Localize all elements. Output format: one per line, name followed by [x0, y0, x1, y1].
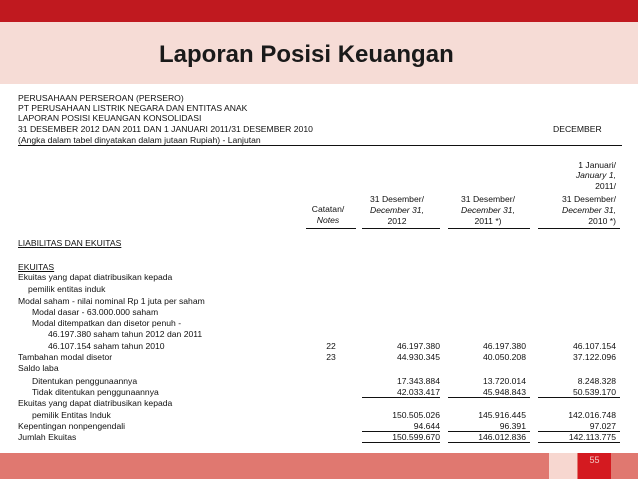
subtotal-rule: [448, 397, 530, 398]
row-value-2010: 50.539.170: [572, 387, 616, 397]
row-value-2012: 42.033.417: [396, 387, 440, 397]
row-label: Saldo laba: [18, 363, 59, 373]
col3-header-line2: January 1,: [575, 170, 616, 180]
col2-header-line2: December 31,: [461, 205, 515, 215]
col1-header-line2: December 31,: [370, 205, 424, 215]
col1-header-line3: 2012: [387, 216, 407, 226]
row-value-2011: 45.948.843: [482, 387, 526, 397]
header-rule: [18, 145, 622, 146]
col3-header-line6: 2010 *): [588, 216, 616, 226]
report-period: 31 DESEMBER 2012 DAN 2011 DAN 1 JANUARI 2011/31 DESEMBER 2010: [18, 124, 313, 134]
row-value-2010: 142.016.748: [568, 410, 616, 420]
row-value-2012: 94.644: [413, 421, 440, 431]
col2-header-line1: 31 Desember/: [461, 194, 515, 204]
slide-title: Laporan Posisi Keuangan: [159, 41, 454, 68]
col3-header-line4: 31 Desember/: [562, 194, 616, 204]
report-period-right: DECEMBER: [553, 124, 602, 134]
row-value-2010: 8.248.328: [577, 376, 616, 386]
col3-header-rule: [538, 228, 620, 229]
page-number: 55: [589, 455, 600, 465]
row-value-2010: 97.027: [589, 421, 616, 431]
subtotal-rule: [362, 397, 440, 398]
row-label: Ekuitas yang dapat diatribusikan kepada: [18, 398, 173, 408]
report-note: (Angka dalam tabel dinyatakan dalam jutaan Rupiah) - Lanjutan: [18, 135, 261, 145]
footer-light-box: [549, 453, 577, 479]
row-value-2010: 142.113.775: [568, 432, 616, 442]
total-double-rule: [538, 442, 620, 443]
row-label: Tambahan modal disetor: [18, 352, 113, 362]
notes-header-en: Notes: [316, 215, 340, 225]
subtotal-rule: [538, 397, 620, 398]
col2-header-line3: 2011 *): [474, 216, 502, 226]
row-label: Modal ditempatkan dan disetor penuh -: [32, 318, 182, 328]
col1-header-rule: [362, 228, 440, 229]
row-note: 22: [326, 341, 336, 351]
section-title: LIABILITAS DAN EKUITAS: [18, 238, 122, 248]
report-company-subsidiaries: PT PERUSAHAAN LISTRIK NEGARA DAN ENTITAS ANAK: [18, 103, 248, 113]
report-statement-name: LAPORAN POSISI KEUANGAN KONSOLIDASI: [18, 113, 202, 123]
row-label: Kepentingan nonpengendali: [18, 421, 126, 431]
row-label: pemilik Entitas Induk: [32, 410, 111, 420]
row-value-2012: 46.197.380: [396, 341, 440, 351]
report-company: PERUSAHAAN PERSEROAN (PERSERO): [18, 93, 184, 103]
row-value-2011: 96.391: [499, 421, 526, 431]
row-label: 46.107.154 saham tahun 2010: [48, 341, 165, 351]
row-label: Ekuitas yang dapat diatribusikan kepada: [18, 272, 173, 282]
row-label: Ditentukan penggunaannya: [32, 376, 138, 386]
row-value-2010: 46.107.154: [572, 341, 616, 351]
col1-header-line1: 31 Desember/: [370, 194, 424, 204]
row-value-2012: 44.930.345: [396, 352, 440, 362]
row-label-total: Jumlah Ekuitas: [18, 432, 77, 442]
row-value-2012: 150.599.670: [392, 432, 440, 442]
row-label: Tidak ditentukan penggunaannya: [32, 387, 159, 397]
notes-header-id: Catatan/: [311, 204, 345, 214]
row-label: Modal dasar - 63.000.000 saham: [32, 307, 159, 317]
col2-header-rule: [448, 228, 530, 229]
row-label: EKUITAS: [18, 262, 55, 272]
bottom-accent-bar: [0, 453, 638, 479]
row-value-2011: 13.720.014: [482, 376, 526, 386]
total-double-rule: [362, 442, 440, 443]
row-value-2010: 37.122.096: [572, 352, 616, 362]
notes-header-rule: [306, 228, 356, 229]
row-value-2011: 145.916.445: [478, 410, 526, 420]
row-value-2011: 40.050.208: [482, 352, 526, 362]
row-value-2011: 146.012.836: [478, 432, 526, 442]
row-label: Modal saham - nilai nominal Rp 1 juta per saham: [18, 296, 205, 306]
row-label: pemilik entitas induk: [28, 284, 106, 294]
top-accent-bar: [0, 0, 638, 22]
col3-header-line1: 1 Januari/: [578, 160, 616, 170]
row-value-2012: 17.343.884: [396, 376, 440, 386]
col3-header-line5: December 31,: [562, 205, 616, 215]
row-label: 46.197.380 saham tahun 2012 dan 2011: [48, 329, 203, 339]
total-double-rule: [448, 442, 530, 443]
row-value-2011: 46.197.380: [482, 341, 526, 351]
col3-header-line3: 2011/: [595, 181, 616, 191]
row-note: 23: [326, 352, 336, 362]
row-value-2012: 150.505.026: [392, 410, 440, 420]
